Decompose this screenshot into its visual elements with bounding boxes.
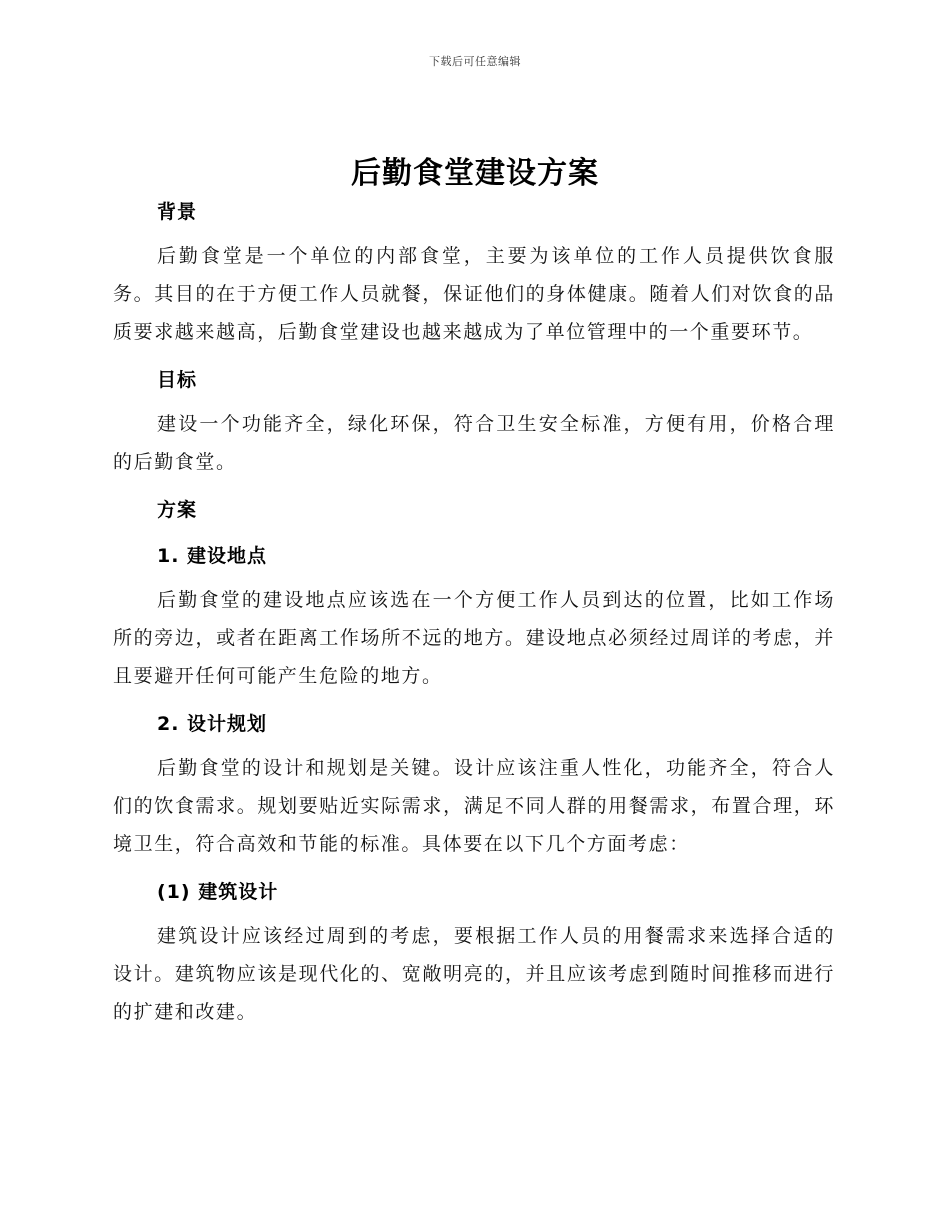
header-note: 下载后可任意编辑: [429, 55, 521, 68]
paragraph-location: 后勤食堂的建设地点应该选在一个方便工作人员到达的位置，比如工作场所的旁边，或者在距离工作场所不远的地方。建设地点必须经过周详的考虑，并且要避开任何可能产生危险的地方。: [113, 589, 835, 687]
paragraph-background: 后勤食堂是一个单位的内部食堂，主要为该单位的工作人员提供饮食服务。其目的在于方便工作人员就餐，保证他们的身体健康。随着人们对饮食的品质要求越来越高，后勤食堂建设也越来越成为了单位管理中的一个重要环节。: [113, 245, 835, 343]
heading-architecture: (1) 建筑设计: [157, 881, 279, 903]
document-body: [113, 195, 835, 1031]
heading-goal: 目标: [157, 369, 198, 391]
heading-background: 背景: [157, 201, 198, 223]
heading-location: 1. 建设地点: [157, 545, 268, 567]
paragraph-design-planning: 后勤食堂的设计和规划是关键。设计应该注重人性化，功能齐全，符合人们的饮食需求。规划要贴近实际需求，满足不同人群的用餐需求，布置合理，环境卫生，符合高效和节能的标准。具体要在以下几个方面考虑：: [113, 757, 835, 855]
document-title: 后勤食堂建设方案: [351, 156, 599, 191]
heading-design-planning: 2. 设计规划: [157, 713, 268, 735]
paragraph-architecture: 建筑设计应该经过周到的考虑，要根据工作人员的用餐需求来选择合适的设计。建筑物应该是现代化的、宽敞明亮的，并且应该考虑到随时间推移而进行的扩建和改建。: [113, 925, 835, 1023]
paragraph-goal: 建设一个功能齐全，绿化环保，符合卫生安全标准，方便有用，价格合理的后勤食堂。: [113, 413, 835, 473]
heading-plan: 方案: [157, 499, 198, 521]
